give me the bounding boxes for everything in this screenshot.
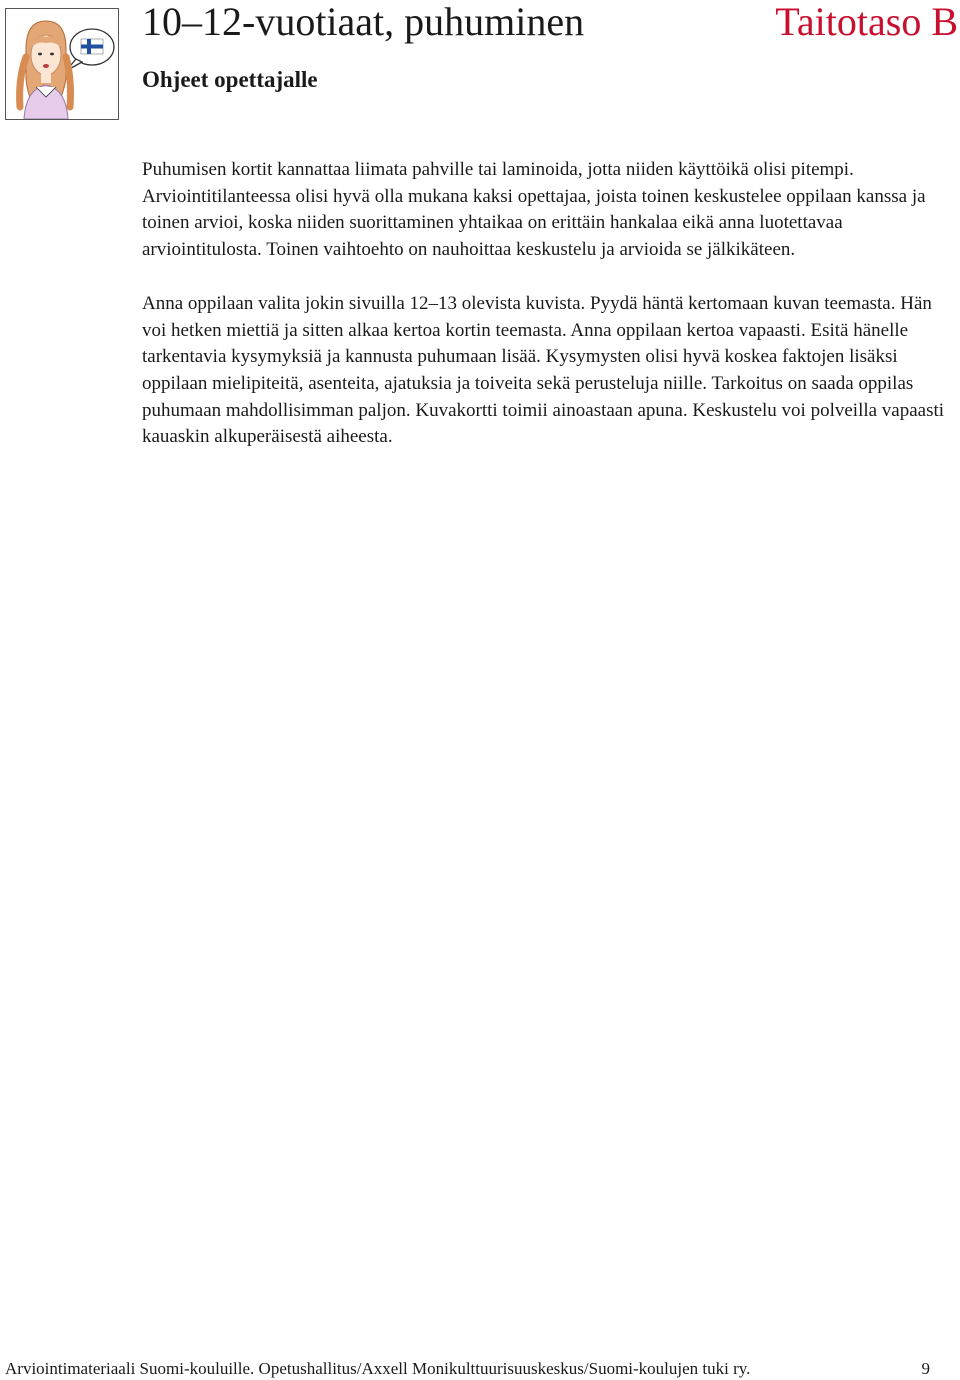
logo-illustration [5,8,119,120]
level-label: Taitotaso B [775,0,958,44]
girl-speaking-finnish-icon [6,9,118,119]
page-number: 9 [921,1359,930,1378]
footer-text: Arviointimateriaali Suomi-kouluille. Opetushallitus/Axxell Monikulttuurisuuskeskus/Suomi-koulujen tuki ry. [5,1359,751,1378]
section-subtitle: Ohjeet opettajalle [142,67,318,92]
paragraph: Puhumisen kortit kannattaa liimata pahville tai laminoida, jotta niiden käyttöikä olisi pitempi. Arviointitilanteessa olisi hyvä olla mukana kaksi opettajaa, joista toinen keskustelee oppilaan kanssa ja toinen arvioi, koska niiden suorittaminen yhtaikaa on erittäin hankalaa eikä anna luotettavaa arviointitulosta. Toinen vaihtoehto on nauhoittaa keskustelu ja arvioida se jälkikäteen. [142,159,926,261]
paragraph: Anna oppilaan valita jokin sivuilla 12–13 olevista kuvista. Pyydä häntä kertomaan kuvan teemasta. Hän voi hetken miettiä ja sitten alkaa kertoa kortin teemasta. Anna oppilaan kertoa vapaasti. Esitä hänelle tarkentavia kysymyksiä ja kannusta puhumaan lisää. Kysymysten olisi hyvä koskea faktojen lisäksi oppilaan mielipiteitä, asenteita, ajatuksia ja toiveita sekä perusteluja niille. Tarkoitus on saada oppilas puhumaan mahdollisimman paljon. Kuvakortti toimii ainoastaan apuna. Keskustelu voi polveilla vapaasti kauaskin alkuperäisestä aiheesta. [142,292,945,448]
page-title: 10–12-vuotiaat, puhuminen [142,0,585,44]
body-text [142,157,954,478]
